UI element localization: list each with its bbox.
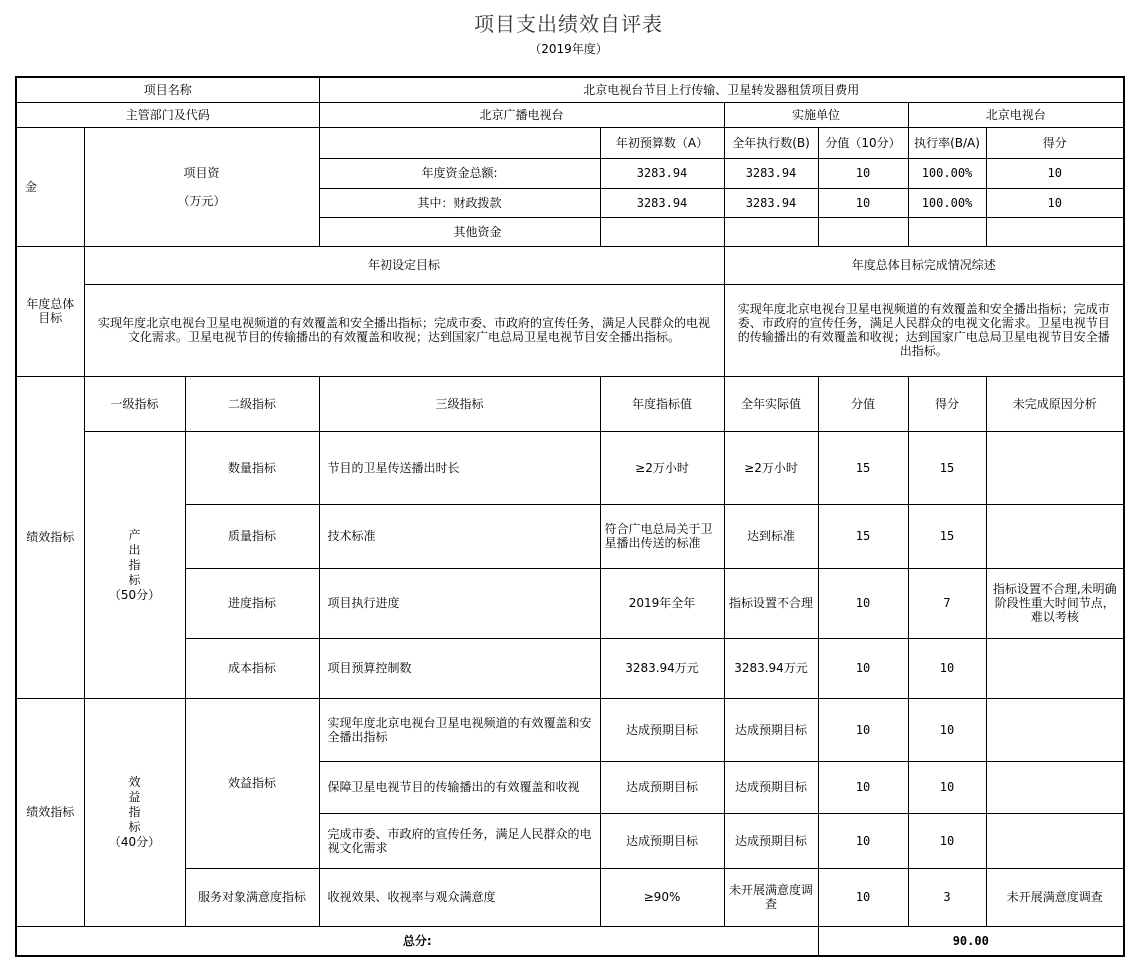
- funds-row-executed: [724, 217, 818, 246]
- ind-target: 3283.94万元: [600, 638, 724, 698]
- ind-col-level1: 一级指标: [84, 376, 185, 431]
- satisfaction-level2: 服务对象满意度指标: [185, 868, 319, 926]
- funds-col-budget: 年初预算数（A）: [600, 127, 724, 158]
- ind-actual: 达成预期目标: [724, 698, 818, 761]
- funds-side-label: 金: [16, 127, 84, 246]
- goals-initial-header: 年初设定目标: [84, 246, 724, 284]
- ind-level3: 技术标准: [319, 504, 600, 568]
- goals-side-label: 年度总体目标: [16, 246, 84, 376]
- satisfaction-reason: 未开展满意度调查: [986, 868, 1124, 926]
- benefit-level2: 效益指标: [185, 698, 319, 868]
- ind-weight: 10: [818, 698, 908, 761]
- funds-row-score: 10: [986, 188, 1124, 217]
- total-label: 总分:: [16, 926, 818, 956]
- project-name-label: 项目名称: [16, 77, 319, 102]
- ind-score: 10: [908, 638, 986, 698]
- ind-col-level3: 三级指标: [319, 376, 600, 431]
- ind-col-target: 年度指标值: [600, 376, 724, 431]
- funds-row-budget: 3283.94: [600, 188, 724, 217]
- indicators-side-label: 绩效指标: [16, 376, 84, 698]
- ind-target: ≥2万小时: [600, 431, 724, 504]
- ind-weight: 10: [818, 638, 908, 698]
- funds-row-weight: 10: [818, 158, 908, 188]
- funds-row-executed: 3283.94: [724, 188, 818, 217]
- goals-summary-text: 实现年度北京电视台卫星电视频道的有效覆盖和安全播出指标；完成市委、市政府的宣传任务，满足人民群众的电视文化需求。卫星电视节目的传输播出的有效覆盖和收视；达到国家广电总局卫星电视节目安全播出指标。: [724, 284, 1124, 376]
- ind-actual: 达成预期目标: [724, 813, 818, 868]
- ind-weight: 10: [818, 761, 908, 813]
- impl-unit-label: 实施单位: [724, 102, 908, 127]
- ind-level3: 保障卫星电视节目的传输播出的有效覆盖和收视: [319, 761, 600, 813]
- output-group-points: （50分）: [108, 587, 161, 602]
- ind-score: 15: [908, 504, 986, 568]
- satisfaction-target: ≥90%: [600, 868, 724, 926]
- funds-row-executed: 3283.94: [724, 158, 818, 188]
- ind-reason: [986, 504, 1124, 568]
- ind-col-actual: 全年实际值: [724, 376, 818, 431]
- goals-summary-header: 年度总体目标完成情况综述: [724, 246, 1124, 284]
- funds-col-executed: 全年执行数(B): [724, 127, 818, 158]
- ind-level2: 进度指标: [185, 568, 319, 638]
- benefit-group-points: （40分）: [108, 835, 161, 849]
- funds-label-line1: 项目资: [183, 165, 220, 180]
- ind-target: 符合广电总局关于卫星播出传送的标准: [600, 504, 724, 568]
- ind-weight: 15: [818, 504, 908, 568]
- ind-actual: 指标设置不合理: [724, 568, 818, 638]
- ind-reason: [986, 638, 1124, 698]
- ind-level3: 项目预算控制数: [319, 638, 600, 698]
- ind-reason: [986, 431, 1124, 504]
- funds-row-weight: [818, 217, 908, 246]
- benefit-group-chars: 效益指标: [128, 775, 141, 834]
- ind-target: 达成预期目标: [600, 761, 724, 813]
- page-title: 项目支出绩效自评表: [474, 12, 663, 36]
- ind-reason: [986, 698, 1124, 761]
- dept-label: 主管部门及代码: [16, 102, 319, 127]
- ind-score: 10: [908, 761, 986, 813]
- funds-row-label: 其中：财政拨款: [319, 188, 600, 217]
- output-group-chars: 产出指标: [128, 527, 141, 587]
- ind-level3: 节目的卫星传送播出时长: [319, 431, 600, 504]
- ind-level2: 成本指标: [185, 638, 319, 698]
- ind-actual: 达成预期目标: [724, 761, 818, 813]
- ind-actual: 达到标准: [724, 504, 818, 568]
- ind-target: 达成预期目标: [600, 813, 724, 868]
- funds-row-score: 10: [986, 158, 1124, 188]
- satisfaction-level3: 收视效果、收视率与观众满意度: [319, 868, 600, 926]
- satisfaction-actual: 未开展满意度调查: [724, 868, 818, 926]
- dept-value: 北京广播电视台: [319, 102, 724, 127]
- ind-weight: 15: [818, 431, 908, 504]
- output-group-label: [84, 431, 185, 698]
- ind-level2: 质量指标: [185, 504, 319, 568]
- ind-col-weight: 分值: [818, 376, 908, 431]
- ind-col-score: 得分: [908, 376, 986, 431]
- ind-col-level2: 二级指标: [185, 376, 319, 431]
- ind-score: 15: [908, 431, 986, 504]
- ind-actual: 3283.94万元: [724, 638, 818, 698]
- funds-header-empty: [319, 127, 600, 158]
- funds-row-budget: 3283.94: [600, 158, 724, 188]
- total-value: 90.00: [818, 926, 1124, 956]
- ind-target: 达成预期目标: [600, 698, 724, 761]
- funds-row-weight: 10: [818, 188, 908, 217]
- ind-reason: [986, 761, 1124, 813]
- page-subtitle-year: （2019年度）: [529, 42, 608, 56]
- funds-col-rate: 执行率(B/A): [908, 127, 986, 158]
- self-evaluation-table: [15, 76, 1125, 957]
- project-name-value: 北京电视台节目上行传输、卫星转发器租赁项目费用: [319, 77, 1124, 102]
- funds-row-label: 年度资金总额:: [319, 158, 600, 188]
- impl-unit-value: 北京电视台: [908, 102, 1124, 127]
- ind-score: 7: [908, 568, 986, 638]
- satisfaction-weight: 10: [818, 868, 908, 926]
- satisfaction-score: 3: [908, 868, 986, 926]
- benefit-side-label: 绩效指标: [16, 698, 84, 926]
- ind-reason: 指标设置不合理,未明确阶段性重大时间节点，难以考核: [986, 568, 1124, 638]
- funds-label-line2: （万元）: [177, 193, 226, 208]
- ind-weight: 10: [818, 568, 908, 638]
- funds-row-rate: [908, 217, 986, 246]
- ind-actual: ≥2万小时: [724, 431, 818, 504]
- ind-weight: 10: [818, 813, 908, 868]
- ind-level2: 数量指标: [185, 431, 319, 504]
- ind-target: 2019年全年: [600, 568, 724, 638]
- ind-reason: [986, 813, 1124, 868]
- benefit-group-label: [84, 698, 185, 926]
- funds-row-rate: 100.00%: [908, 158, 986, 188]
- funds-col-score: 得分: [986, 127, 1124, 158]
- ind-score: 10: [908, 813, 986, 868]
- ind-col-reason: 未完成原因分析: [986, 376, 1124, 431]
- funds-row-score: [986, 217, 1124, 246]
- ind-level3: 实现年度北京电视台卫星电视频道的有效覆盖和安全播出指标: [319, 698, 600, 761]
- funds-row-label: 其他资金: [319, 217, 600, 246]
- funds-row-rate: 100.00%: [908, 188, 986, 217]
- funds-col-weight: 分值（10分）: [818, 127, 908, 158]
- ind-level3: 项目执行进度: [319, 568, 600, 638]
- funds-label: [84, 127, 319, 246]
- goals-initial-text: 实现年度北京电视台卫星电视频道的有效覆盖和安全播出指标；完成市委、市政府的宣传任务，满足人民群众的电视文化需求。卫星电视节目的传输播出的有效覆盖和收视；达到国家广电总局卫星电视节目安全播出指标。: [84, 284, 724, 376]
- funds-row-budget: [600, 217, 724, 246]
- ind-score: 10: [908, 698, 986, 761]
- ind-level3: 完成市委、市政府的宣传任务，满足人民群众的电视文化需求: [319, 813, 600, 868]
